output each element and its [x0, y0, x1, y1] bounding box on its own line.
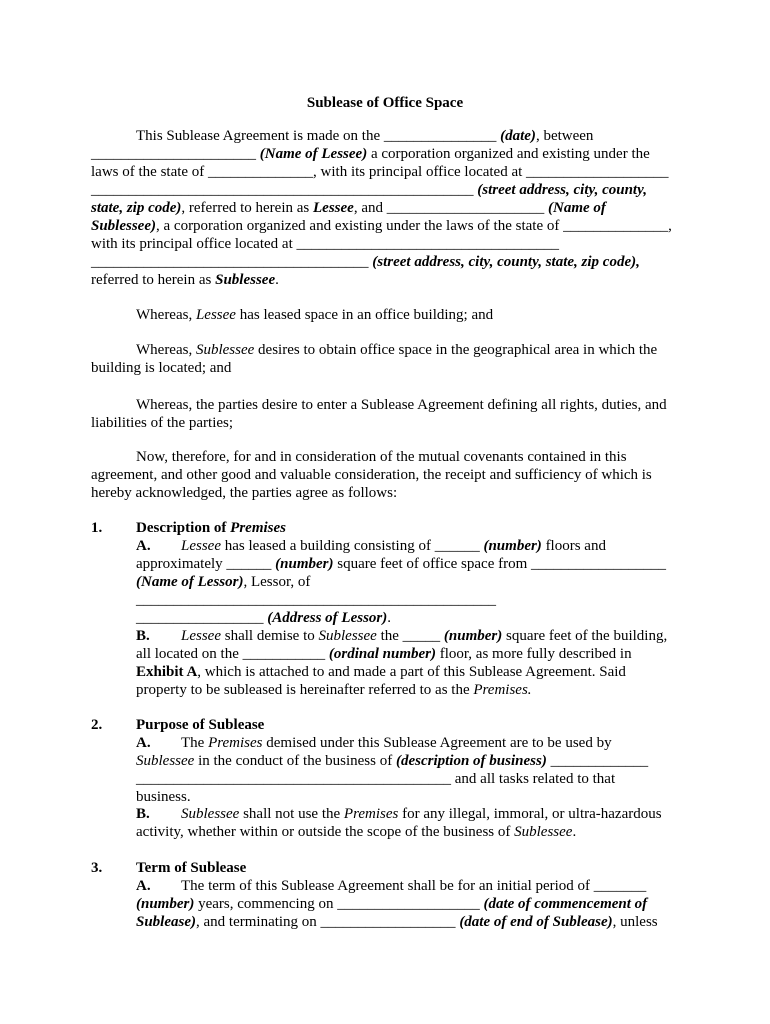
- intro-line: This Sublease Agreement is made on the _______________ (date), between: [136, 128, 594, 144]
- now-therefore-paragraph: Now, therefore, for and in consideration of the mutual covenants contained in this agreement, and other good and valuable consideration, the receipt and sufficiency of which is hereby acknowledged, the parties agree as follows:: [91, 449, 652, 501]
- section-1a: A. Lessee has leased a building consisting of ______ (number) floors and approximately ______ (number) square feet of office space from __________________ (Name of Lessor), Lessor, of ________________________________________________ _________________ (Address of Lessor).: [136, 538, 667, 626]
- section-3a: A. The term of this Sublease Agreement shall be for an initial period of _______ (number) years, commencing on ___________________ (date of commencement of Sublease), and terminating on __________________ (date of end of Sublease), unless: [136, 878, 658, 930]
- section-1-heading: 1. Description of Premises: [91, 520, 286, 536]
- section-number: 2.: [91, 717, 103, 733]
- section-2b: B. Sublessee shall not use the Premises for any illegal, immoral, or ultra-hazardous activity, whether within or outside the scope of the business of Sublessee.: [136, 806, 662, 840]
- whereas-paragraph-2: Whereas, Sublessee desires to obtain office space in the geographical area in which the building is located; and: [91, 342, 658, 376]
- intro-line: referred to herein as Sublessee.: [91, 272, 279, 288]
- section-2-heading: 2. Purpose of Sublease: [91, 717, 265, 733]
- intro-line: ___________________________________________________ (street address, city, county,: [91, 182, 647, 198]
- intro-line: with its principal office located at ___________________________________: [91, 236, 559, 252]
- intro-line: Sublessee), a corporation organized and existing under the laws of the state of ______________,: [91, 218, 672, 234]
- intro-paragraph: [91, 127, 673, 289]
- intro-line: _____________________________________ (street address, city, county, state, zip code),: [91, 254, 640, 270]
- section-1b: B. Lessee shall demise to Sublessee the _____ (number) square feet of the building, all located on the ___________ (ordinal number) floor, as more fully described in Exhibit A, which is attached to and made a part of this Sublease Agreement. Said property to be subleased is hereinafter referred to as the Premises.: [136, 628, 668, 698]
- intro-line: state, zip code), referred to herein as Lessee, and _____________________ (Name of: [91, 200, 606, 216]
- intro-line: ______________________ (Name of Lessee) a corporation organized and existing under the: [91, 146, 650, 162]
- section-number: 3.: [91, 860, 103, 876]
- intro-line: laws of the state of ______________, with its principal office located at ___________________: [91, 164, 669, 180]
- whereas-paragraph-3: Whereas, the parties desire to enter a Sublease Agreement defining all rights, duties, and liabilities of the parties;: [91, 397, 667, 431]
- section-number: 1.: [91, 520, 103, 536]
- section-2a: A. The Premises demised under this Sublease Agreement are to be used by Sublessee in the conduct of the business of (description of business) _____________ __________________________________________ and all tasks related to that business.: [136, 735, 649, 805]
- section-3-heading: 3. Term of Sublease: [91, 860, 247, 876]
- document-title: Sublease of Office Space: [306, 95, 464, 111]
- whereas-paragraph-1: Whereas, Lessee has leased space in an office building; and: [136, 307, 494, 323]
